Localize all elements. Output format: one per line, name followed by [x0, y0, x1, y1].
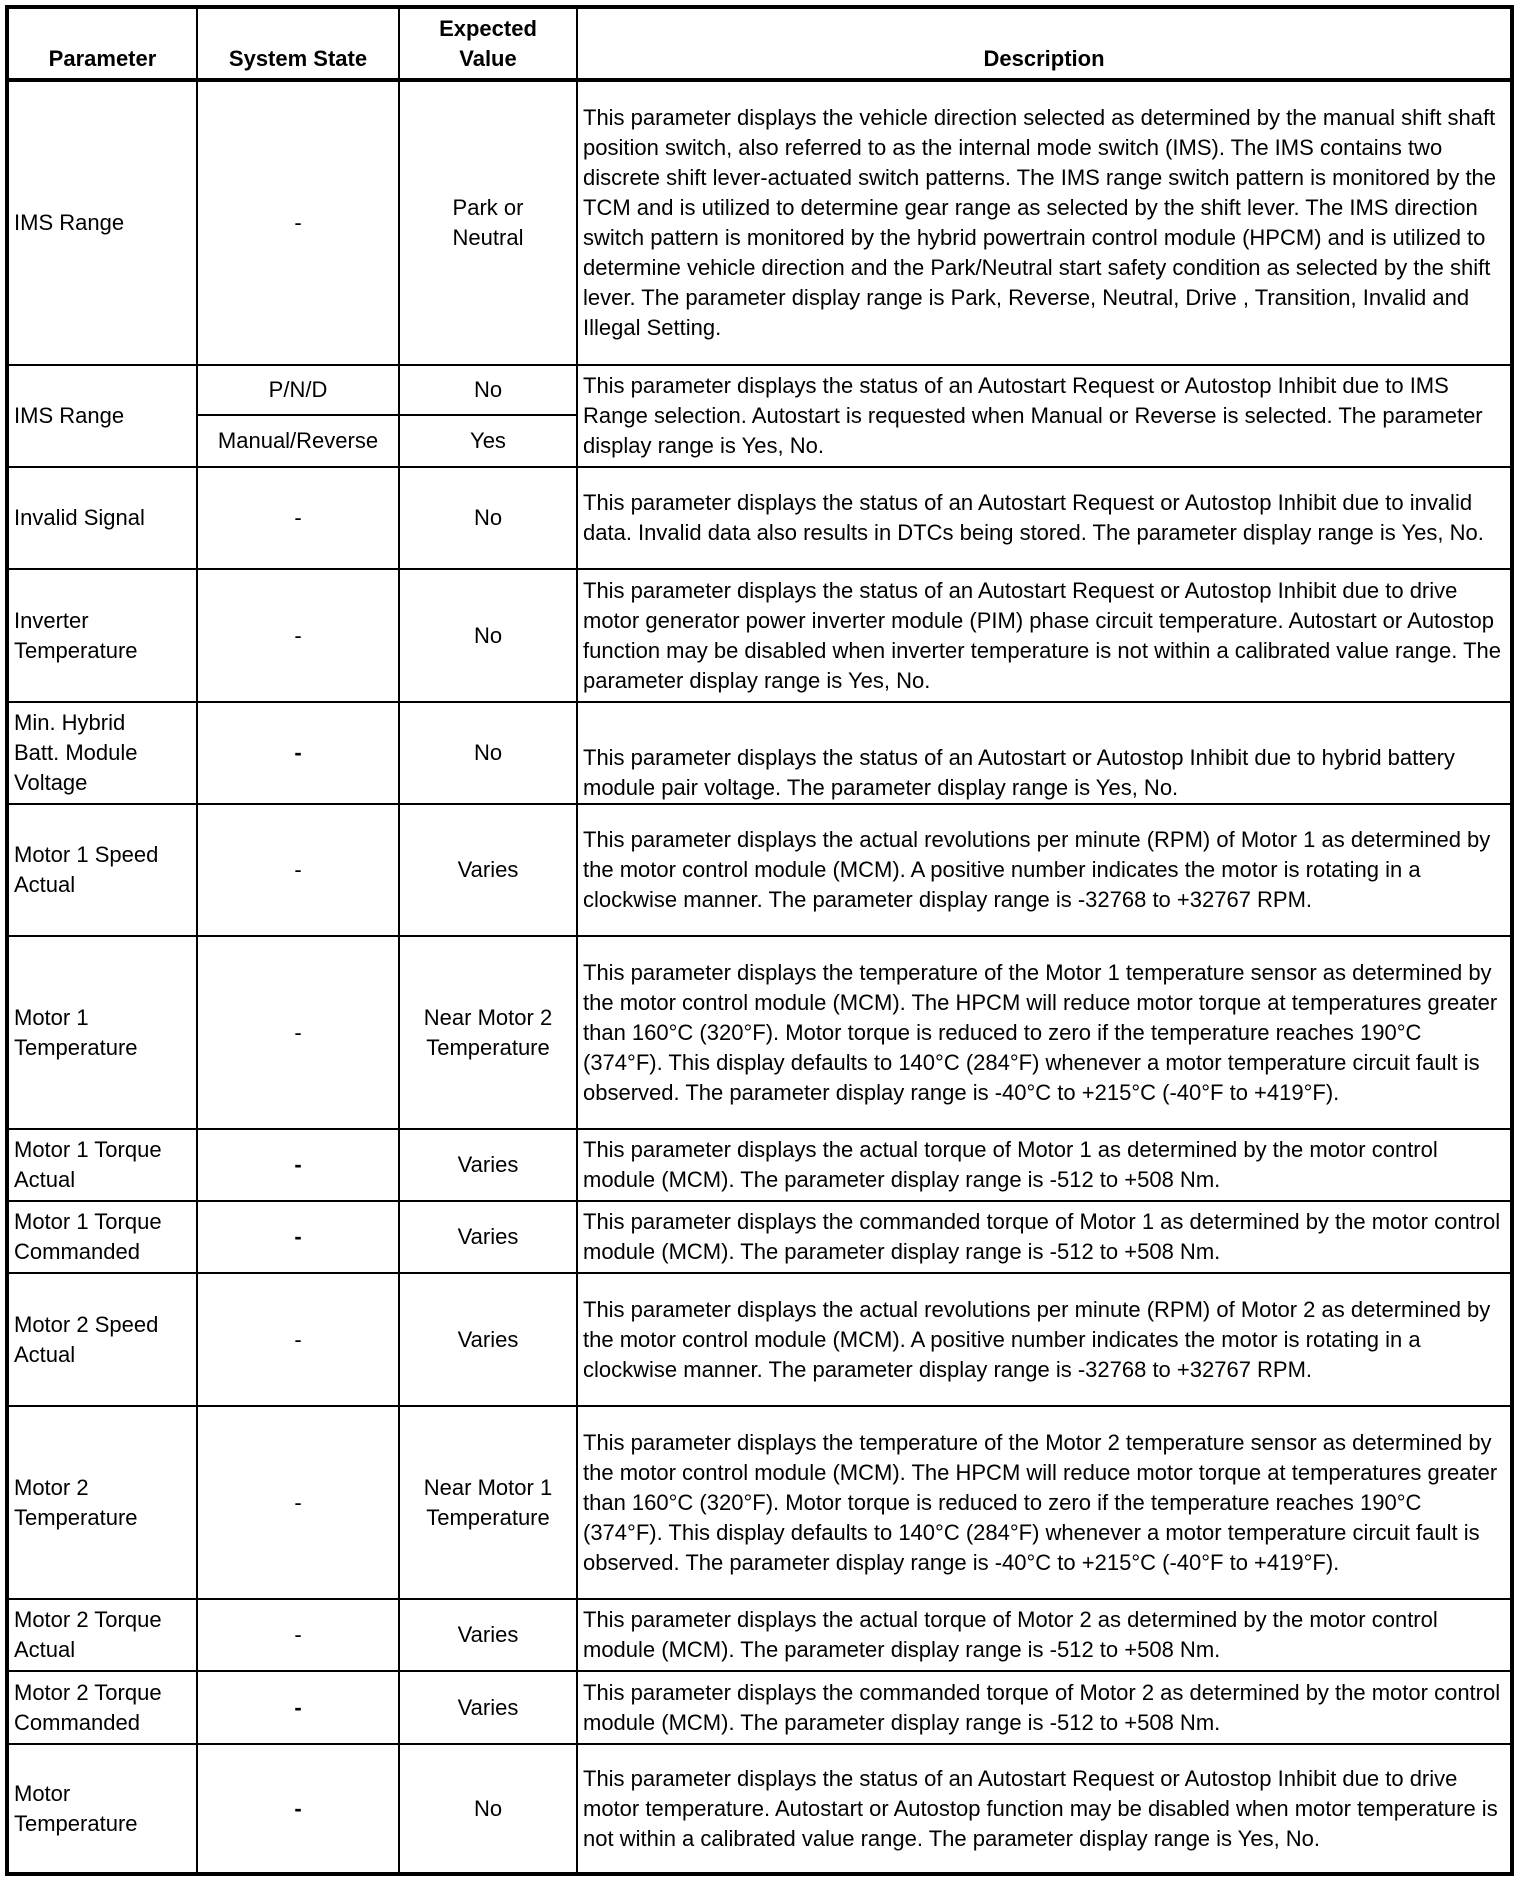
cell-description: This parameter displays the actual torque of Motor 1 as determined by the motor control module (MCM). The parameter display range is -512 to +508 Nm.: [577, 1129, 1512, 1201]
cell-system-state: -: [197, 1744, 399, 1874]
cell-expected-value: Varies: [399, 1671, 577, 1744]
cell-parameter: IMS Range: [7, 365, 197, 467]
cell-expected-value: No: [399, 569, 577, 702]
table-row: [7, 1599, 1512, 1671]
cell-expected-value: [399, 936, 577, 1129]
cell-expected-value: No: [399, 702, 577, 804]
cell-system-state: -: [197, 1599, 399, 1671]
header-row: [7, 7, 1512, 80]
header-expected-value-text: Expected Value: [439, 16, 537, 71]
parameter-text: Motor 1 Torque Commanded: [14, 1209, 162, 1264]
cell-expected-value: No: [399, 1744, 577, 1874]
header-expected-value: [399, 7, 577, 80]
parameter-text: Motor 1 Temperature: [14, 1004, 138, 1060]
table-row: [7, 804, 1512, 936]
cell-description: This parameter displays the vehicle direction selected as determined by the manual shift shaft position switch, also referred to as the internal mode switch (IMS). The IMS contains two discrete shift lever-actuated switch patterns. The IMS range switch pattern is monitored by the TCM and is utilized to determine gear range as selected by the shift lever. The IMS direction switch pattern is monitored by the hybrid powertrain control module (HPCM) and is utilized to determine vehicle direction and the Park/Neutral start safety condition as selected by the shift lever. The parameter display range is Park, Reverse, Neutral, Drive , Transition, Invalid and Illegal Setting.: [577, 80, 1512, 365]
parameter-text: Motor Temperature: [14, 1780, 138, 1836]
header-description: Description: [577, 7, 1512, 80]
cell-parameter: [7, 936, 197, 1129]
cell-parameter: [7, 1744, 197, 1874]
cell-system-state: -: [197, 1406, 399, 1599]
table-row: [7, 467, 1512, 569]
parameter-text: Motor 2 Torque Actual: [14, 1607, 162, 1662]
cell-parameter: [7, 1273, 197, 1406]
cell-parameter: [7, 804, 197, 936]
cell-description: This parameter displays the temperature of the Motor 2 temperature sensor as determined by the motor control module (MCM). The HPCM will reduce motor torque at temperatures greater than 160°C (320°F). Motor torque is reduced to zero if the temperature reaches 190°C (374°F). This display defaults to 140°C (284°F) whenever a motor temperature circuit fault is observed. The parameter display range is -40°C to +215°C (-40°F to +419°F).: [577, 1406, 1512, 1599]
cell-parameter: [7, 1129, 197, 1201]
cell-system-state: -: [197, 1129, 399, 1201]
table-row: [7, 569, 1512, 702]
header-parameter: Parameter: [7, 7, 197, 80]
cell-description: This parameter displays the status of an Autostart Request or Autostop Inhibit due to invalid data. Invalid data also results in DTCs being stored. The parameter display range is Yes, No.: [577, 467, 1512, 569]
cell-description: This parameter displays the status of an Autostart Request or Autostop Inhibit due to drive motor temperature. Autostart or Autostop function may be disabled when motor temperature is not within a calibrated value range. The parameter display range is Yes, No.: [577, 1744, 1512, 1874]
cell-system-state: -: [197, 1671, 399, 1744]
cell-parameter: [7, 569, 197, 702]
cell-description: This parameter displays the status of an Autostart Request or Autostop Inhibit due to drive motor generator power inverter module (PIM) phase circuit temperature. Autostart or Autostop function may be disabled when inverter temperature is not within a calibrated value range. The parameter display range is Yes, No.: [577, 569, 1512, 702]
parameter-text: Motor 2 Speed Actual: [14, 1311, 159, 1367]
cell-expected-value: [399, 1406, 577, 1599]
cell-system-state: -: [197, 936, 399, 1129]
parameter-text: Motor 1 Speed Actual: [14, 842, 159, 897]
table-row: [7, 1201, 1512, 1273]
expected-value-text: Near Motor 1 Temperature: [423, 1474, 553, 1530]
table-row: [7, 1406, 1512, 1599]
cell-system-state: -: [197, 1273, 399, 1406]
expected-value-text: Park or Neutral: [452, 195, 524, 250]
table-row: [7, 1273, 1512, 1406]
cell-expected-value: Yes: [399, 415, 577, 467]
cell-expected-value: No: [399, 365, 577, 415]
table-row: [7, 1129, 1512, 1201]
cell-description: This parameter displays the status of an Autostart Request or Autostop Inhibit due to IMS Range selection. Autostart is requested when Manual or Reverse is selected. The parameter display range is Yes, No.: [577, 365, 1512, 467]
table-row: [7, 702, 1512, 804]
cell-expected-value: [399, 80, 577, 365]
cell-system-state: Manual/Reverse: [197, 415, 399, 467]
cell-parameter: [7, 1671, 197, 1744]
cell-system-state: -: [197, 467, 399, 569]
header-system-state: System State: [197, 7, 399, 80]
cell-system-state: -: [197, 804, 399, 936]
cell-description: This parameter displays the actual torque of Motor 2 as determined by the motor control module (MCM). The parameter display range is -512 to +508 Nm.: [577, 1599, 1512, 1671]
cell-system-state: -: [197, 702, 399, 804]
cell-expected-value: Varies: [399, 1201, 577, 1273]
cell-expected-value: Varies: [399, 1129, 577, 1201]
cell-system-state: -: [197, 1201, 399, 1273]
cell-description: [577, 702, 1512, 804]
parameter-table: [5, 5, 1514, 1876]
parameter-text: Motor 2 Temperature: [14, 1474, 138, 1530]
table-row: [7, 936, 1512, 1129]
cell-expected-value: Varies: [399, 804, 577, 936]
cell-description: This parameter displays the actual revolutions per minute (RPM) of Motor 2 as determined by the motor control module (MCM). A positive number indicates the motor is rotating in a clockwise manner. The parameter display range is -32768 to +32767 RPM.: [577, 1273, 1512, 1406]
table-row: [7, 1744, 1512, 1874]
cell-parameter: [7, 1406, 197, 1599]
cell-system-state: P/N/D: [197, 365, 399, 415]
table-row: [7, 80, 1512, 365]
cell-system-state: -: [197, 80, 399, 365]
table-row: [7, 365, 1512, 415]
parameter-text: Inverter Temperature: [14, 607, 138, 663]
parameter-text: Min. Hybrid Batt. Module Voltage: [14, 710, 138, 795]
cell-description: This parameter displays the temperature of the Motor 1 temperature sensor as determined by the motor control module (MCM). The HPCM will reduce motor torque at temperatures greater than 160°C (320°F). Motor torque is reduced to zero if the temperature reaches 190°C (374°F). This display defaults to 140°C (284°F) whenever a motor temperature circuit fault is observed. The parameter display range is -40°C to +215°C (-40°F to +419°F).: [577, 936, 1512, 1129]
cell-description: This parameter displays the actual revolutions per minute (RPM) of Motor 1 as determined by the motor control module (MCM). A positive number indicates the motor is rotating in a clockwise manner. The parameter display range is -32768 to +32767 RPM.: [577, 804, 1512, 936]
cell-system-state: -: [197, 569, 399, 702]
cell-expected-value: Varies: [399, 1273, 577, 1406]
cell-parameter: [7, 702, 197, 804]
cell-description: This parameter displays the commanded torque of Motor 2 as determined by the motor control module (MCM). The parameter display range is -512 to +508 Nm.: [577, 1671, 1512, 1744]
cell-parameter: [7, 1599, 197, 1671]
cell-parameter: Invalid Signal: [7, 467, 197, 569]
parameter-text: Motor 1 Torque Actual: [14, 1137, 162, 1192]
parameter-text: Motor 2 Torque Commanded: [14, 1679, 162, 1735]
cell-expected-value: Varies: [399, 1599, 577, 1671]
table-row: [7, 1671, 1512, 1744]
expected-value-text: Near Motor 2 Temperature: [423, 1004, 553, 1060]
description-text: This parameter displays the status of an Autostart or Autostop Inhibit due to hybrid battery module pair voltage. The parameter display range is Yes, No.: [583, 745, 1455, 800]
cell-parameter: IMS Range: [7, 80, 197, 365]
cell-description: This parameter displays the commanded torque of Motor 1 as determined by the motor control module (MCM). The parameter display range is -512 to +508 Nm.: [577, 1201, 1512, 1273]
cell-expected-value: No: [399, 467, 577, 569]
cell-parameter: [7, 1201, 197, 1273]
